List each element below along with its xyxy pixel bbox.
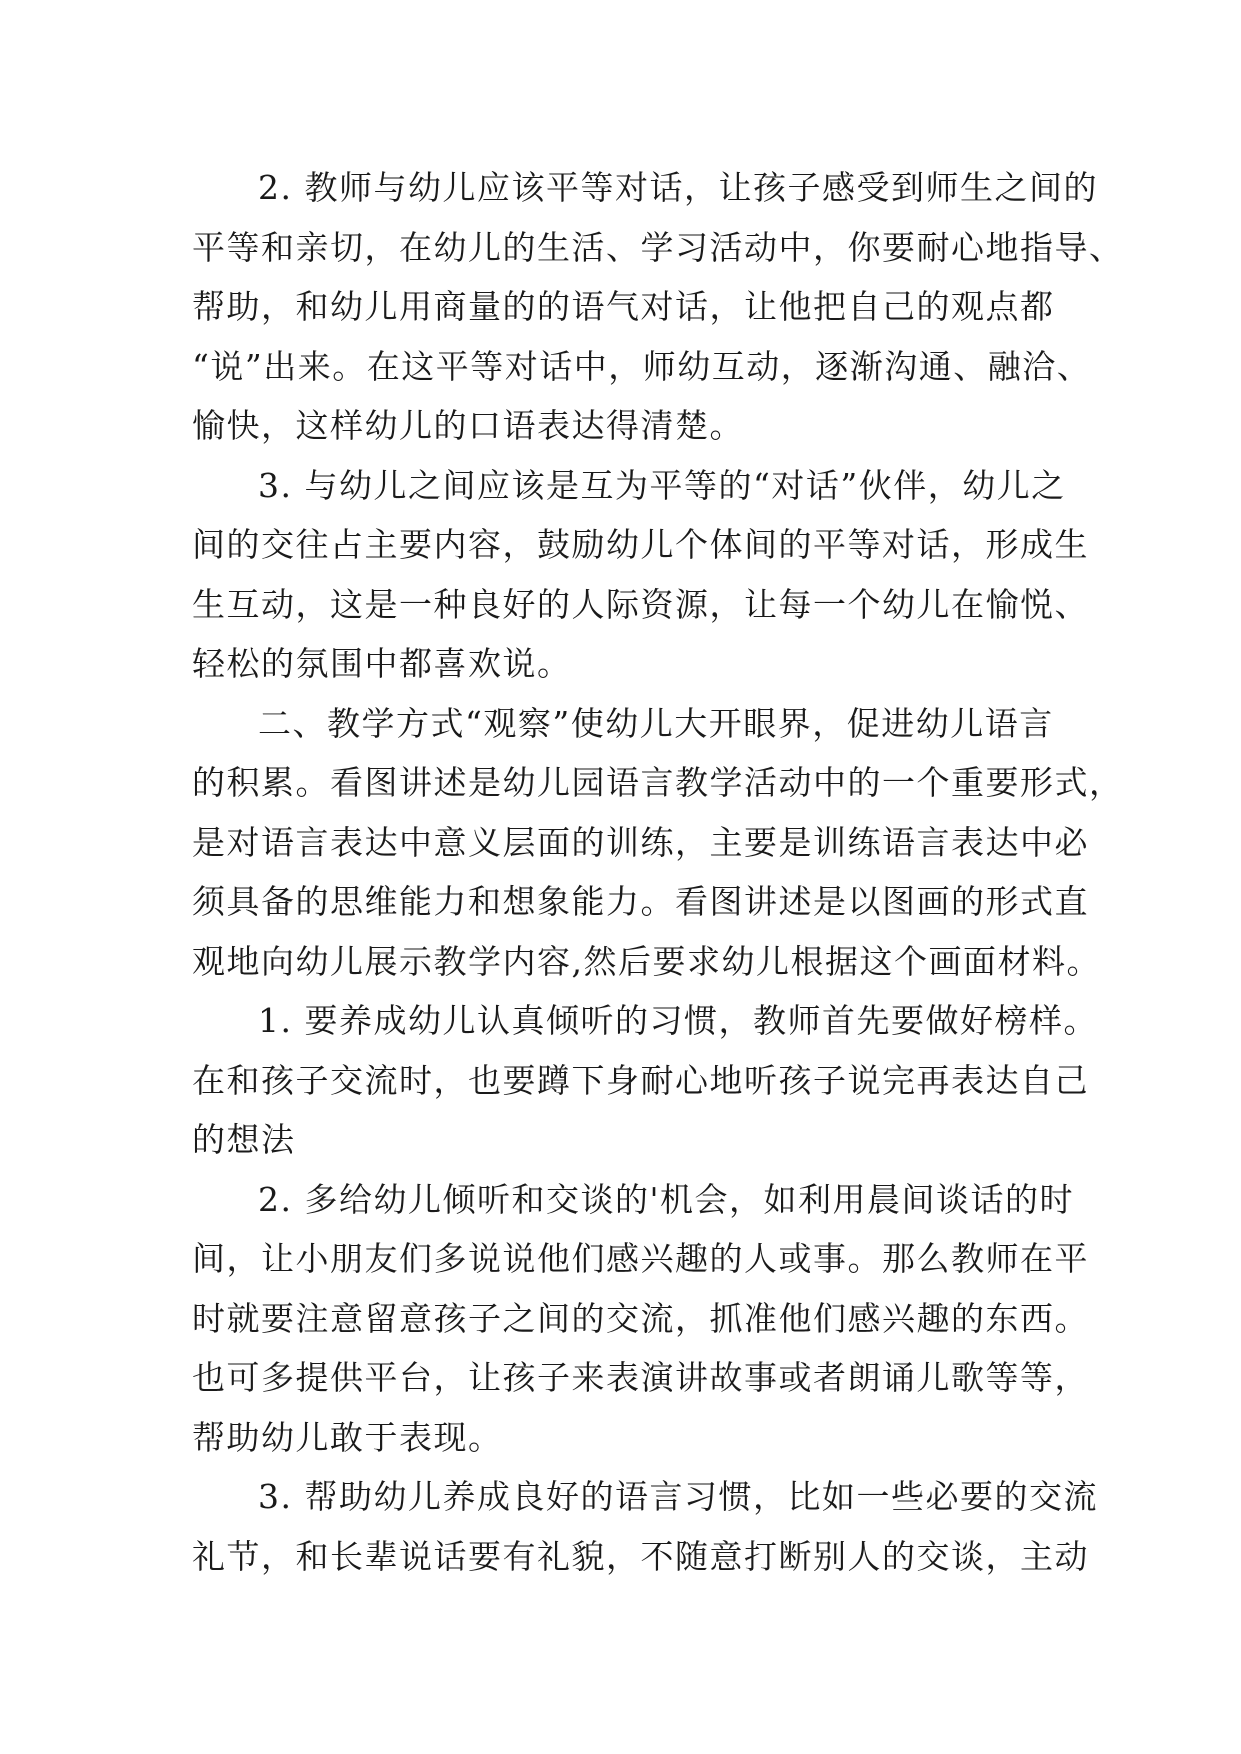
text-line: 二、教学方式“观察”使幼儿大开眼界，促进幼儿语言 xyxy=(258,703,1054,743)
paragraph-5 xyxy=(192,1170,1089,1468)
text-line: 在和孩子交流时，也要蹲下身耐心地听孩子说完再表达自己 xyxy=(192,1060,1089,1100)
paragraph-4 xyxy=(192,991,1098,1170)
text-line: 生互动，这是一种良好的人际资源，让每一个幼儿在愉悦、 xyxy=(192,584,1089,624)
text-line: “说”出来。在这平等对话中，师幼互动，逐渐沟通、融洽、 xyxy=(192,346,1092,386)
text-line: 3. 帮助幼儿养成良好的语言习惯，比如一些必要的交流 xyxy=(258,1477,1098,1516)
text-line: 须具备的思维能力和想象能力。看图讲述是以图画的形式直 xyxy=(192,882,1089,921)
text-line: 3. 与幼儿之间应该是互为平等的“对话”伙伴，幼儿之 xyxy=(258,465,1066,505)
text-line: 2. 教师与幼儿应该平等对话，让孩子感受到师生之间的 xyxy=(258,168,1098,207)
text-line: 轻松的氛围中都喜欢说。 xyxy=(192,644,572,683)
text-line: 礼节，和长辈说话要有礼貌，不随意打断别人的交谈，主动 xyxy=(192,1536,1089,1576)
paragraph-1 xyxy=(192,158,1124,456)
text-line: 间的交往占主要内容，鼓励幼儿个体间的平等对话，形成生 xyxy=(192,525,1089,564)
text-line: 的想法 xyxy=(192,1120,296,1159)
paragraph-6 xyxy=(192,1467,1098,1586)
paragraph-3 xyxy=(192,694,1124,992)
text-line: 2. 多给幼儿倾听和交谈的'机会，如利用晨间谈话的时 xyxy=(258,1179,1075,1219)
text-line: 是对语言表达中意义层面的训练，主要是训练语言表达中必 xyxy=(192,822,1089,862)
text-line: 1. 要养成幼儿认真倾听的习惯，教师首先要做好榜样。 xyxy=(258,1001,1098,1040)
paragraph-2 xyxy=(192,456,1089,694)
text-line: 观地向幼儿展示教学内容,然后要求幼儿根据这个画面材料。 xyxy=(192,941,1101,981)
text-line: 间，让小朋友们多说说他们感兴趣的人或事。那么教师在平 xyxy=(192,1239,1089,1278)
text-line: 帮助幼儿敢于表现。 xyxy=(192,1417,503,1457)
text-line: 帮助，和幼儿用商量的的语气对话，让他把自己的观点都 xyxy=(192,287,1055,326)
text-line: 平等和亲切，在幼儿的生活、学习活动中，你要耐心地指导、 xyxy=(192,227,1124,267)
document-body xyxy=(192,158,1124,1586)
text-line: 的积累。看图讲述是幼儿园语言教学活动中的一个重要形式， xyxy=(192,763,1124,802)
text-line: 时就要注意留意孩子之间的交流，抓准他们感兴趣的东西。 xyxy=(192,1298,1089,1338)
text-line: 也可多提供平台，让孩子来表演讲故事或者朗诵儿歌等等， xyxy=(192,1358,1089,1397)
text-line: 愉快，这样幼儿的口语表达得清楚。 xyxy=(192,406,744,445)
